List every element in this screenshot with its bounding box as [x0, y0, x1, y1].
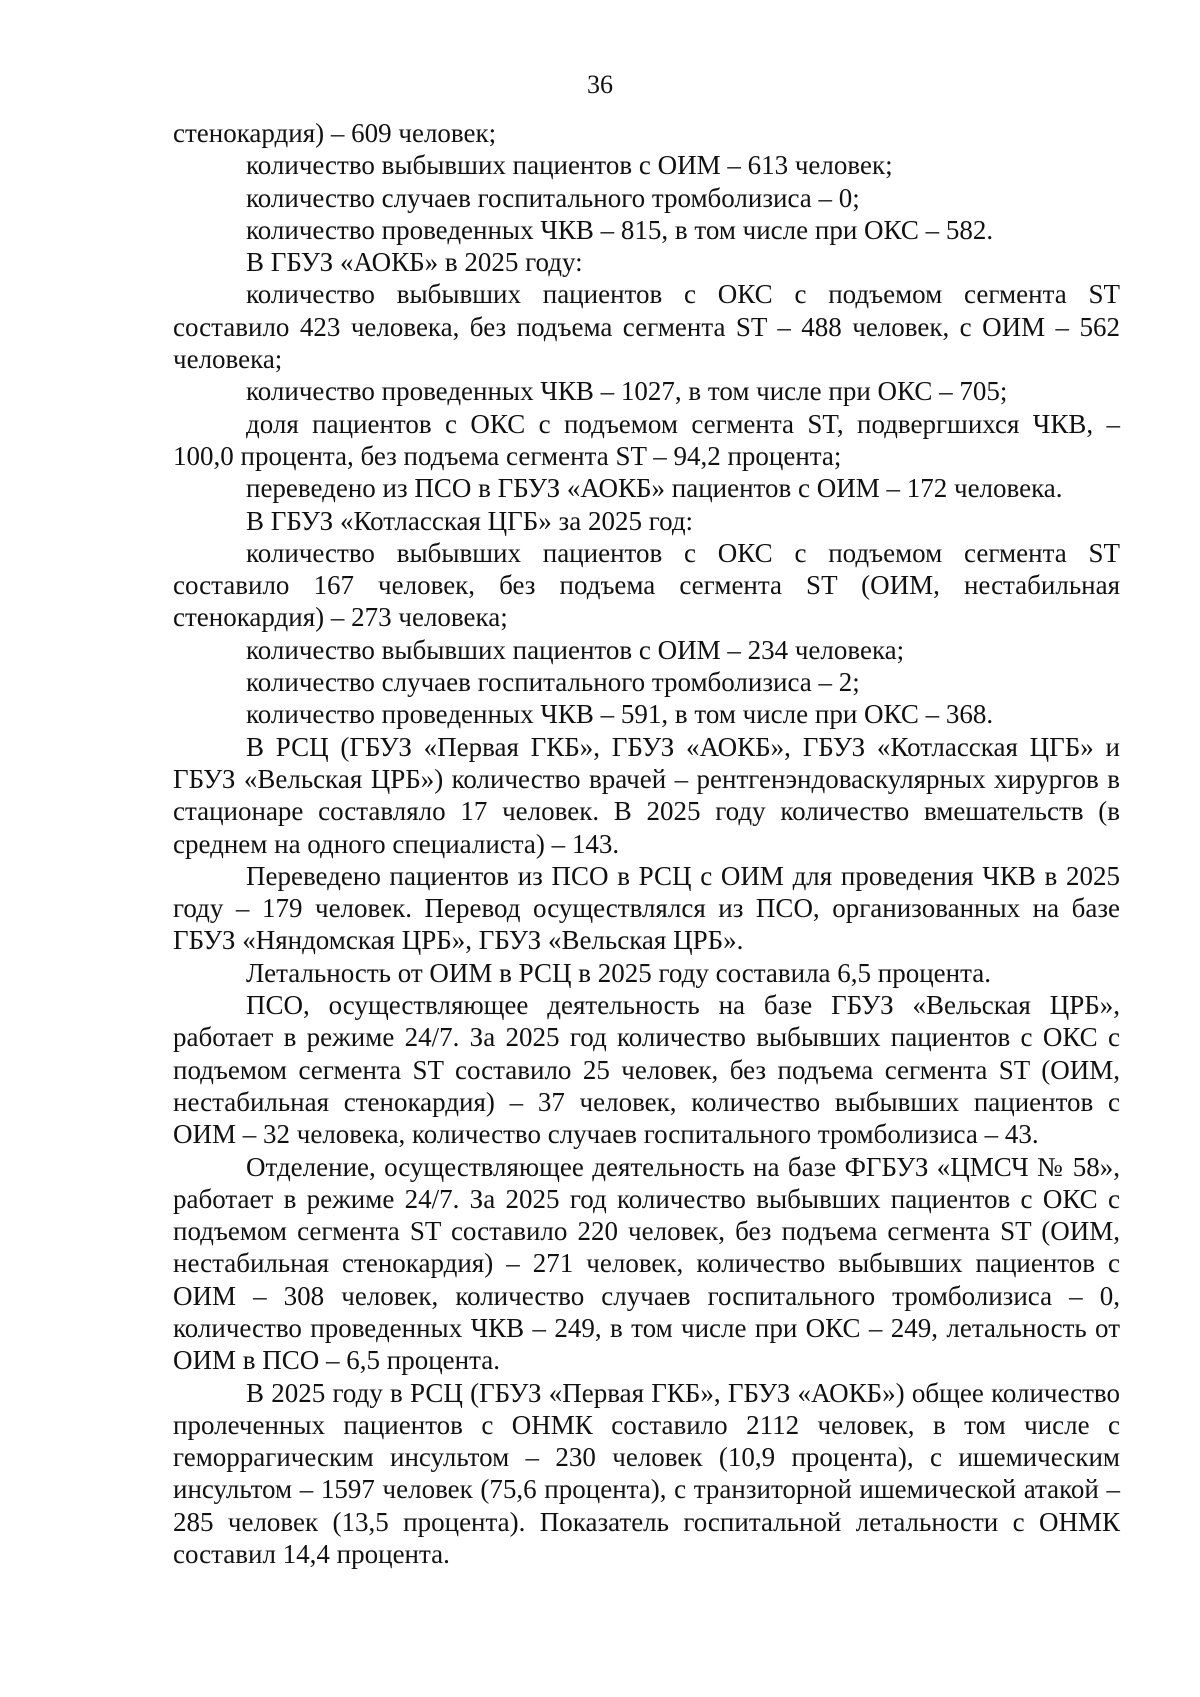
paragraph-continuation: стенокардия) – 609 человек; — [173, 118, 497, 148]
paragraph: Летальность от ОИМ в РСЦ в 2025 году составила 6,5 процента. — [246, 957, 991, 988]
page-number: 36 — [587, 70, 613, 99]
paragraph: количество проведенных ЧКВ – 815, в том числе при ОКС – 582. — [246, 214, 994, 245]
paragraph: В 2025 году в РСЦ (ГБУЗ «Первая ГКБ», ГБУЗ «АОКБ») общее количество пролеченных пациентов с ОНМК составило 2112 человек, в том числе с геморрагическим инсультом – 230 человек (10,9 процента), с ишемическим инсультом – 1597 человек (75,6 процента), с транзиторной ишемической атакой – 285 человек (13,5 процента). Показатель госпитальной летальности с ОНМК составил 14,4 процента. — [173, 1377, 1120, 1570]
paragraph: Переведено пациентов из ПСО в РСЦ с ОИМ для проведения ЧКВ в 2025 году – 179 человек. Перевод осуществлялся из ПСО, организованных на базе ГБУЗ «Няндомская ЦРБ», ГБУЗ «Вельская ЦРБ». — [173, 860, 1120, 956]
paragraph: доля пациентов с ОКС с подъемом сегмента ST, подвергшихся ЧКВ, – 100,0 процента, без подъема сегмента ST – 94,2 процента; — [173, 408, 1120, 471]
paragraph-heading-aokb: В ГБУЗ «АОКБ» в 2025 году: — [246, 247, 583, 278]
document-body — [173, 117, 1120, 1570]
paragraph: переведено из ПСО в ГБУЗ «АОКБ» пациентов с ОИМ – 172 человека. — [246, 473, 1063, 504]
paragraph: Отделение, осуществляющее деятельность на базе ФГБУЗ «ЦМСЧ № 58», работает в режиме 24/7. За 2025 год количество выбывших пациентов с ОКС с подъемом сегмента ST составило 220 человек, без подъема сегмента ST (ОИМ, нестабильная стенокардия) – 271 человек, количество выбывших пациентов с ОИМ – 308 человек, количество случаев госпитального тромболизиса – 0, количество проведенных ЧКВ – 249, в том числе при ОКС – 249, летальность от ОИМ в ПСО – 6,5 процента. — [173, 1151, 1120, 1376]
paragraph: количество случаев госпитального тромболизиса – 0; — [246, 182, 860, 213]
paragraph: количество выбывших пациентов с ОИМ – 613 человек; — [246, 150, 893, 181]
paragraph: количество проведенных ЧКВ – 591, в том числе при ОКС – 368. — [246, 699, 994, 730]
paragraph: количество выбывших пациентов с ОКС с подъемом сегмента ST составило 167 человек, без подъема сегмента ST (ОИМ, нестабильная стенокардия) – 273 человека; — [173, 537, 1120, 633]
paragraph: ПСО, осуществляющее деятельность на базе ГБУЗ «Вельская ЦРБ», работает в режиме 24/7. За 2025 год количество выбывших пациентов с ОКС с подъемом сегмента ST составило 25 человек, без подъема сегмента ST (ОИМ, нестабильная стенокардия) – 37 человек, количество выбывших пациентов с ОИМ – 32 человека, количество случаев госпитального тромболизиса – 43. — [173, 990, 1120, 1150]
paragraph: количество выбывших пациентов с ОИМ – 234 человека; — [246, 634, 905, 665]
paragraph: В РСЦ (ГБУЗ «Первая ГКБ», ГБУЗ «АОКБ», ГБУЗ «Котласская ЦГБ» и ГБУЗ «Вельская ЦРБ») количество врачей – рентгенэндоваскулярных хирургов в стационаре составляло 17 человек. В 2025 году количество вмешательств (в среднем на одного специалиста) – 143. — [173, 731, 1120, 859]
paragraph: количество выбывших пациентов с ОКС с подъемом сегмента ST составило 423 человека, без подъема сегмента ST – 488 человек, с ОИМ – 562 человека; — [173, 279, 1120, 375]
paragraph: количество случаев госпитального тромболизиса – 2; — [246, 667, 860, 698]
paragraph: количество проведенных ЧКВ – 1027, в том числе при ОКС – 705; — [246, 376, 1008, 407]
paragraph-heading-kotlas: В ГБУЗ «Котласская ЦГБ» за 2025 год: — [246, 505, 694, 536]
